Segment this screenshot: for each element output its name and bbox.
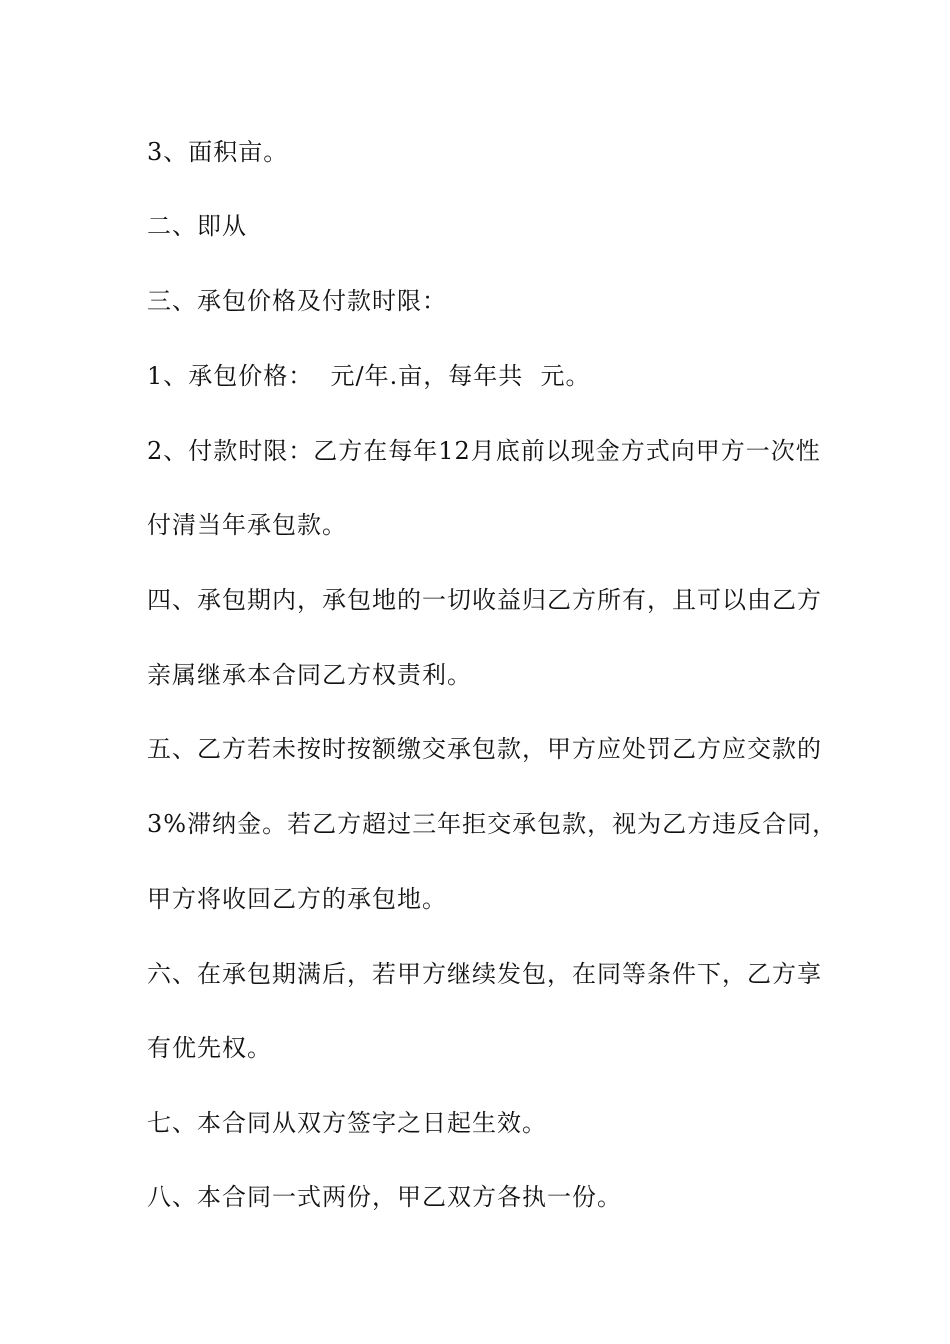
text-line: 七、本合同从双方签字之日起生效。 <box>147 1109 547 1137</box>
text-line: 有优先权。 <box>147 1034 272 1062</box>
text-line: 八、本合同一式两份，甲乙双方各执一份。 <box>147 1183 622 1211</box>
text-line: 二、即从 <box>147 212 247 240</box>
text-line: 四、承包期内，承包地的一切收益归乙方所有，且可以由乙方 <box>147 586 822 614</box>
text-line: 付清当年承包款。 <box>147 511 347 539</box>
text-line: 3%滞纳金。若乙方超过三年拒交承包款，视为乙方违反合同， <box>147 810 838 838</box>
section-heading: 三、承包价格及付款时限： <box>147 287 447 315</box>
text-line: 五、乙方若未按时按额缴交承包款，甲方应处罚乙方应交款的 <box>147 735 822 763</box>
text-line: 亲属继承本合同乙方权责利。 <box>147 661 472 689</box>
text-line: 六、在承包期满后，若甲方继续发包，在同等条件下，乙方享 <box>147 960 822 988</box>
text-line: 2、付款时限：乙方在每年12月底前以现金方式向甲方一次性 <box>147 437 821 465</box>
text-line: 1、承包价格： 元/年.亩，每年共 元。 <box>147 362 591 390</box>
text-line: 甲方将收回乙方的承包地。 <box>147 885 447 913</box>
text-line: 3、面积亩。 <box>147 138 289 166</box>
